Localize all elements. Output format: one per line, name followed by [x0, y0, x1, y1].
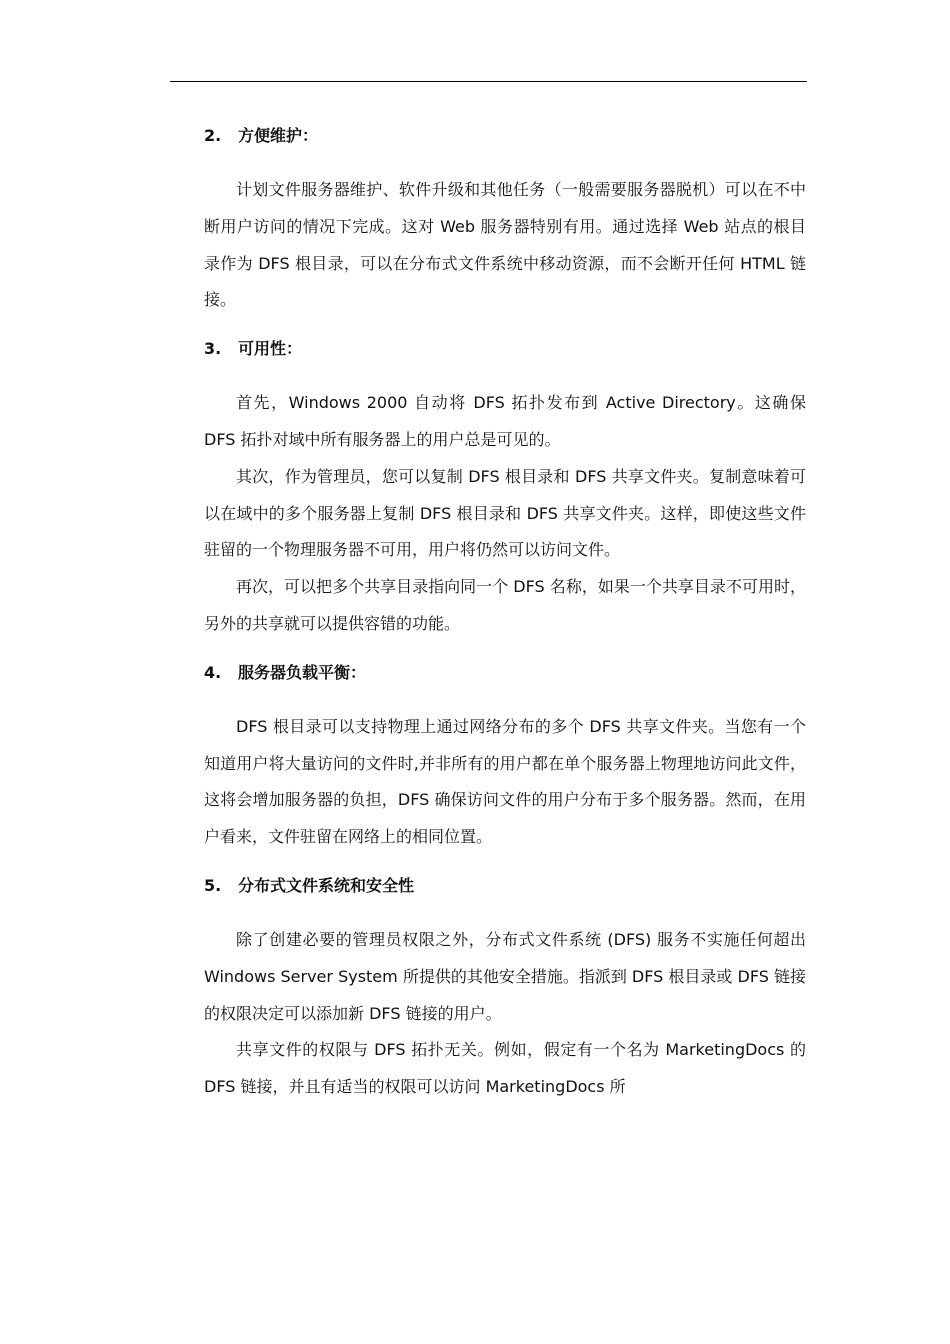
section-heading: [204, 331, 806, 367]
section-number: 4.: [204, 662, 222, 682]
section-number: 5.: [204, 875, 222, 895]
section-title: 可用性：: [238, 339, 303, 359]
section-number: 3.: [204, 339, 222, 359]
paragraph: DFS 根目录可以支持物理上通过网络分布的多个 DFS 共享文件夹。当您有一个知道用户将大量访问的文件时,并非所有的用户都在单个服务器上物理地访问此文件，这将会增加服务器的负担，DFS 确保访问文件的用户分布于多个服务器。然而，在用户看来，文件驻留在网络上的相同位置。: [204, 716, 806, 847]
paragraph: 再次，可以把多个共享目录指向同一个 DFS 名称，如果一个共享目录不可用时，另外的共享就可以提供容错的功能。: [204, 577, 806, 633]
section-heading: [204, 118, 806, 154]
section-title: 分布式文件系统和安全性: [238, 875, 415, 895]
document-body: [204, 118, 806, 1106]
paragraph: 首先，Windows 2000 自动将 DFS 拓扑发布到 Active Directory。这确保 DFS 拓扑对域中所有服务器上的用户总是可见的。: [204, 393, 806, 449]
paragraph: 共享文件的权限与 DFS 拓扑无关。例如，假定有一个名为 MarketingDocs 的 DFS 链接，并且有适当的权限可以访问 MarketingDocs 所: [204, 1040, 806, 1097]
paragraph: 计划文件服务器维护、软件升级和其他任务（一般需要服务器脱机）可以在不中断用户访问的情况下完成。这对 Web 服务器特别有用。通过选择 Web 站点的根目录作为 DFS 根目录，可以在分布式文件系统中移动资源，而不会断开任何 HTML 链接。: [204, 180, 806, 310]
section-title: 服务器负载平衡：: [238, 662, 367, 682]
section-title: 方便维护：: [238, 126, 319, 145]
section-heading: [204, 655, 806, 691]
header-rule: [170, 81, 807, 82]
paragraph: 除了创建必要的管理员权限之外，分布式文件系统 (DFS) 服务不实施任何超出 Windows Server System 所提供的其他安全措施。指派到 DFS 根目录或 DFS 链接的权限决定可以添加新 DFS 链接的用户。: [204, 929, 806, 1023]
section-number: 2.: [204, 126, 222, 145]
section-heading: [204, 868, 806, 904]
paragraph: 其次，作为管理员，您可以复制 DFS 根目录和 DFS 共享文件夹。复制意味着可以在域中的多个服务器上复制 DFS 根目录和 DFS 共享文件夹。这样，即使这些文件驻留的一个物理服务器不可用，用户将仍然可以访问文件。: [204, 466, 806, 560]
